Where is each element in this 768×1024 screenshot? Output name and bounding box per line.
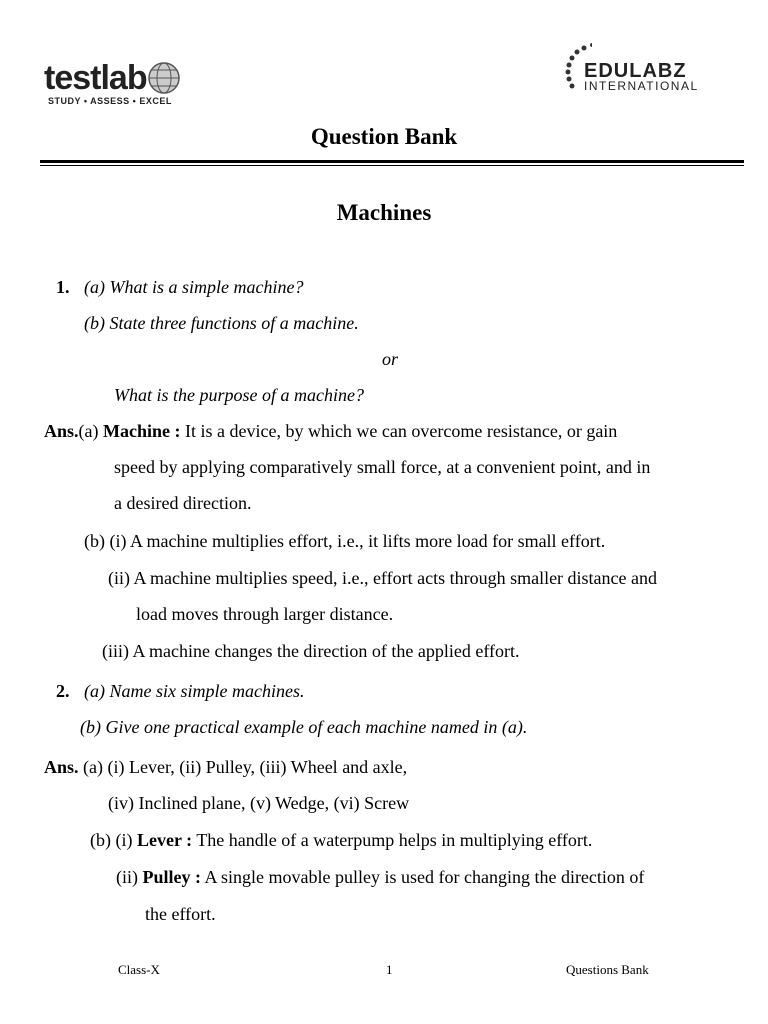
chapter-title: Machines	[336, 200, 432, 225]
answer-line	[90, 829, 592, 851]
testlab-logo	[44, 58, 184, 108]
question-number: 2.	[56, 681, 70, 701]
answer-text: It is a device, by which we can overcome resistance, or gain	[180, 421, 618, 441]
answer-term: Lever :	[136, 830, 193, 850]
answer-text: A single movable pulley is used for changing the direction of	[201, 867, 645, 887]
page-title: Question Bank	[310, 124, 458, 149]
answer-line	[44, 420, 617, 442]
answer-label: (ii)	[116, 867, 143, 887]
question-text: (a) Name six simple machines.	[84, 681, 305, 701]
footer-page-number: 1	[386, 962, 393, 977]
question-text: (b) Give one practical example of each machine named in (a).	[80, 717, 528, 737]
answer-text: The handle of a waterpump helps in multiplying effort.	[192, 830, 593, 850]
edulabz-logo-subtext: INTERNATIONAL	[584, 79, 699, 93]
globe-icon	[146, 60, 182, 96]
answer-text: (ii) A machine multiplies speed, i.e., effort acts through smaller distance and	[108, 568, 658, 588]
answer-prefix: Ans.	[44, 421, 79, 441]
edulabz-logo	[562, 40, 712, 104]
answer-text: a desired direction.	[114, 493, 252, 513]
question-text: What is the purpose of a machine?	[114, 385, 364, 405]
answer-line	[44, 756, 407, 778]
answer-text: (iii) A machine changes the direction of the applied effort.	[102, 641, 520, 661]
answer-text: the effort.	[145, 904, 216, 924]
answer-prefix: Ans.	[44, 757, 79, 777]
question-text: (b) State three functions of a machine.	[84, 313, 359, 333]
answer-text: (b) (i) A machine multiplies effort, i.e., it lifts more load for small effort.	[84, 531, 606, 551]
answer-label: (a)	[78, 421, 103, 441]
or-separator: or	[382, 349, 399, 369]
answer-label: (b) (i)	[90, 830, 137, 850]
testlab-logo-text: testlab	[44, 59, 147, 97]
testlab-logo-tagline: STUDY • ASSESS • EXCEL	[48, 96, 172, 106]
answer-term: Pulley :	[142, 867, 201, 887]
question-text: (a) What is a simple machine?	[84, 277, 304, 297]
answer-term: Machine :	[103, 421, 181, 441]
footer-class: Class-X	[118, 962, 160, 977]
answer-text: (iv) Inclined plane, (v) Wedge, (vi) Screw	[108, 793, 410, 813]
answer-text: speed by applying comparatively small force, at a convenient point, and in	[114, 457, 651, 477]
title-rule-thin	[40, 165, 744, 166]
footer-doc-name: Questions Bank	[566, 962, 649, 977]
edulabz-logo-text: EDULABZ	[584, 60, 687, 82]
answer-text: (a) (i) Lever, (ii) Pulley, (iii) Wheel and axle,	[78, 757, 408, 777]
title-rule-thick	[40, 160, 744, 163]
answer-line	[116, 866, 644, 888]
answer-text: load moves through larger distance.	[136, 604, 394, 624]
question-number: 1.	[56, 277, 70, 297]
